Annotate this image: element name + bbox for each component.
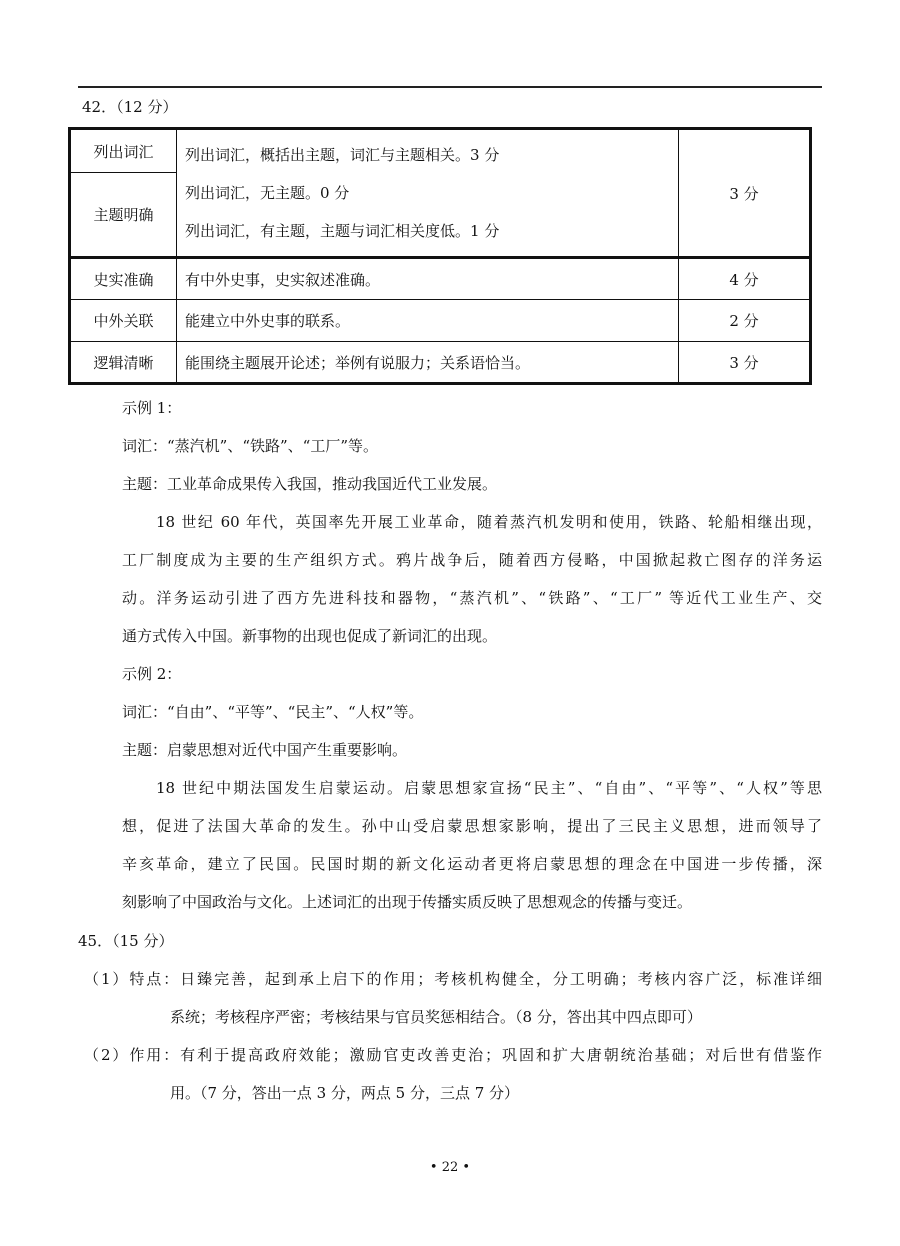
description-cell-merged [177, 129, 679, 258]
example-1-body-line: 18 世纪 60 年代，英国率先开展工业革命，随着蒸汽机发明和使用，铁路、轮船相继出现， [156, 513, 822, 531]
example-2-body-line: 想，促进了法国大革命的发生。孙中山受启蒙思想家影响，提出了三民主义思想，进而领导了 [122, 817, 822, 835]
example-1-vocab: 词汇：“蒸汽机”、“铁路”、“工厂”等。 [122, 437, 379, 455]
q45-part2-line: 用。（7 分，答出一点 3 分，两点 5 分，三点 7 分） [170, 1084, 520, 1102]
criterion-cell: 中外关联 [70, 300, 177, 342]
table-row [70, 300, 811, 342]
example-1-body-line: 工厂制度成为主要的生产组织方式。鸦片战争后，随着西方侵略，中国掀起救亡图存的洋务运 [122, 551, 822, 569]
description-cell: 能建立中外史事的联系。 [177, 300, 679, 342]
description-line: 列出词汇，无主题。0 分 [185, 184, 350, 202]
example-2-theme: 主题：启蒙思想对近代中国产生重要影响。 [122, 741, 408, 759]
table-row [70, 258, 811, 300]
scoring-rubric-table [68, 127, 812, 385]
criterion-cell: 主题明确 [70, 173, 177, 258]
score-cell: 3 分 [679, 129, 811, 258]
criterion-cell: 逻辑清晰 [70, 342, 177, 384]
description-line: 列出词汇，有主题，主题与词汇相关度低。1 分 [185, 222, 500, 240]
table-row [70, 342, 811, 384]
q45-part1-line: 系统；考核程序严密；考核结果与官员奖惩相结合。（8 分，答出其中四点即可） [170, 1008, 702, 1026]
example-2-body-line: 辛亥革命，建立了民国。民国时期的新文化运动者更将启蒙思想的理念在中国进一步传播，深 [122, 855, 822, 873]
question-42-title: 42．（12 分） [82, 98, 178, 116]
example-1-theme: 主题：工业革命成果传入我国，推动我国近代工业发展。 [122, 475, 498, 493]
example-1-body-line: 动。洋务运动引进了西方先进科技和器物，“蒸汽机”、“铁路”、“工厂” 等近代工业生产、交 [122, 589, 822, 607]
example-2-body-line: 18 世纪中期法国发生启蒙运动。启蒙思想家宣扬“民主”、“自由”、“平等”、“人权”等思 [156, 779, 822, 797]
q45-part1-line: （1）特点：日臻完善，起到承上启下的作用；考核机构健全，分工明确；考核内容广泛，标准详细 [84, 970, 822, 988]
score-cell: 4 分 [679, 258, 811, 300]
criterion-cell: 列出词汇 [70, 129, 177, 173]
question-45-title: 45．（15 分） [78, 932, 174, 950]
example-2-body-line: 刻影响了中国政治与文化。上述词汇的出现于传播实质反映了思想观念的传播与变迁。 [122, 893, 693, 911]
example-1-label: 示例 1： [122, 399, 182, 417]
score-cell: 2 分 [679, 300, 811, 342]
description-cell: 有中外史事，史实叙述准确。 [177, 258, 679, 300]
example-2-vocab: 词汇：“自由”、“平等”、“民主”、“人权”等。 [122, 703, 424, 721]
description-line: 列出词汇，概括出主题，词汇与主题相关。3 分 [185, 146, 500, 164]
example-1-body-line: 通方式传入中国。新事物的出现也促成了新词汇的出现。 [122, 627, 498, 645]
criterion-cell: 史实准确 [70, 258, 177, 300]
page-number: • 22 • [429, 1160, 471, 1175]
q45-part2-line: （2）作用：有利于提高政府效能；激励官吏改善吏治；巩固和扩大唐朝统治基础；对后世有借鉴作 [84, 1046, 822, 1064]
example-2-label: 示例 2： [122, 665, 182, 683]
top-rule [78, 86, 822, 88]
description-cell: 能围绕主题展开论述；举例有说服力；关系语恰当。 [177, 342, 679, 384]
score-cell: 3 分 [679, 342, 811, 384]
table-row [70, 129, 811, 173]
